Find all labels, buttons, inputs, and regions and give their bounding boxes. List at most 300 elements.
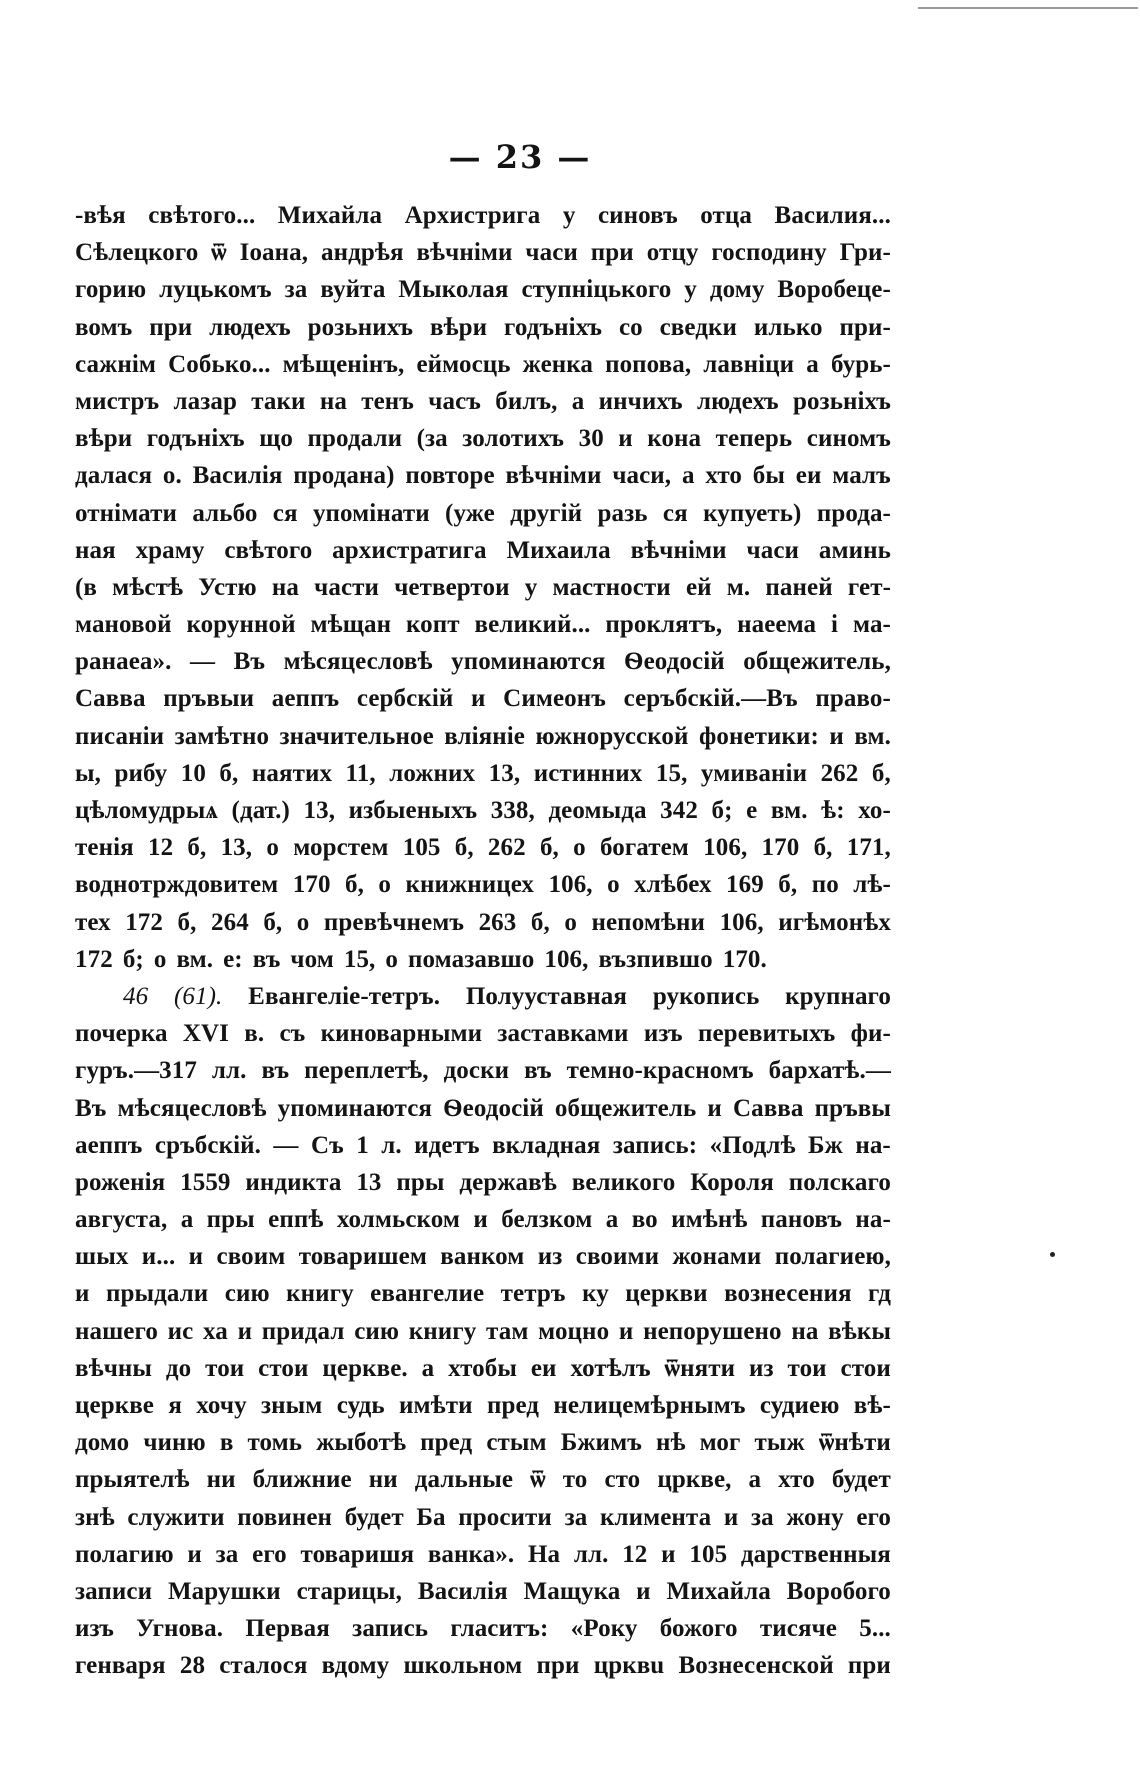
word: серъбскій.—Въ [623, 685, 798, 713]
word: Ба [416, 1503, 446, 1531]
text-line [75, 1015, 891, 1052]
text-line [75, 197, 891, 234]
word: деомыда [548, 797, 647, 824]
word: пры [206, 1206, 255, 1234]
word: а [180, 1206, 194, 1234]
word: стои [258, 1354, 309, 1382]
text-line [75, 1164, 891, 1201]
word: тои [787, 1354, 827, 1382]
word: значительное [279, 722, 434, 750]
word: упоминаются [451, 648, 606, 676]
word: киноварными [320, 1020, 483, 1048]
word: крупнаго [785, 982, 891, 1010]
word: часи, [612, 462, 672, 490]
word: синовъ [597, 202, 678, 229]
word: 171, [846, 834, 891, 862]
word: тетръ [500, 1280, 566, 1308]
word: полагию [75, 1540, 174, 1568]
word: замѣтно [174, 722, 270, 750]
word: при- [839, 313, 891, 341]
word: 105 [689, 1540, 728, 1568]
text-line [75, 829, 891, 866]
word: то [562, 1466, 588, 1494]
word: я [168, 1392, 182, 1419]
word: дому [709, 276, 765, 304]
word: гет- [847, 573, 891, 601]
page-number: — 23 — [448, 138, 592, 176]
word: съ [279, 1020, 306, 1048]
word: лл. [211, 1057, 247, 1085]
word: при [590, 239, 634, 267]
word: теперь [715, 425, 793, 453]
word: и [473, 1206, 488, 1234]
word: о [573, 834, 586, 862]
word: помазавшо [408, 945, 535, 973]
word: 105 [402, 834, 441, 862]
word: своим [216, 1243, 286, 1271]
word: прыятелѣ [75, 1466, 190, 1494]
text-line [75, 569, 891, 606]
word: на [271, 573, 300, 601]
word: 10 [180, 759, 206, 787]
word: превѣчнемъ [323, 908, 465, 936]
word: б, [345, 871, 364, 899]
word: за [751, 1503, 774, 1531]
word: книжницех [405, 871, 535, 899]
word: служити [127, 1503, 225, 1531]
word: рукопись [652, 982, 760, 1010]
word: Въ [233, 648, 266, 676]
word: ис [167, 1317, 194, 1345]
word: -вѣя [75, 202, 126, 229]
text-line [75, 1350, 891, 1387]
word: мѣсяцесловѣ [117, 1094, 267, 1122]
word: и [188, 1243, 204, 1271]
text-line [75, 1275, 891, 1312]
word: церкве [75, 1392, 155, 1419]
scan-speck [1050, 1252, 1055, 1257]
word: людехъ [209, 313, 291, 341]
word: томь [247, 1429, 303, 1457]
word: писаніи [75, 722, 165, 750]
text-line [75, 1424, 891, 1461]
word: 1 [356, 1131, 369, 1159]
word: стои [840, 1354, 891, 1382]
word: продана) [293, 462, 395, 490]
word: Мащука [523, 1577, 621, 1605]
word: Угнова. [136, 1615, 224, 1643]
word: наятих [251, 759, 333, 787]
word: 1559 [180, 1168, 231, 1196]
text-line [75, 457, 891, 494]
word: і [831, 611, 839, 639]
word: нѣ [655, 1429, 686, 1457]
word: 13 [356, 1168, 382, 1196]
word: прыдали [105, 1280, 209, 1308]
text-line [75, 532, 891, 569]
word: сажнім [75, 350, 157, 378]
text-line [75, 495, 891, 532]
word: роженія [75, 1168, 166, 1196]
word: о [607, 871, 620, 899]
word: и [636, 1577, 651, 1605]
word: (дат.) [231, 797, 290, 824]
word: а [748, 1466, 762, 1494]
word: 12 [622, 1540, 648, 1568]
word: вѣ- [853, 1392, 891, 1419]
word: 106, [544, 945, 589, 973]
word: знѣ [75, 1503, 115, 1531]
word: судь [336, 1392, 385, 1419]
word: 28 [179, 1652, 206, 1680]
word: книгу [286, 1280, 354, 1308]
word: при [536, 1652, 580, 1680]
word: б, [871, 759, 891, 787]
word: на [791, 1317, 819, 1345]
word: своими [575, 1243, 660, 1271]
text-line [75, 1573, 891, 1610]
word: при [149, 313, 193, 341]
word: сию [354, 1317, 400, 1345]
word: общежитель, [743, 648, 891, 676]
text-line [75, 1610, 891, 1647]
word: игѣмонѣх [778, 908, 891, 936]
word: 5... [859, 1615, 891, 1643]
word: Евангеліе-тетръ. [248, 982, 441, 1010]
word: вѣкы [828, 1317, 891, 1345]
word: ха [203, 1317, 228, 1345]
word: архистратига [332, 536, 487, 564]
word: о [378, 871, 392, 899]
word: годъніхъ [504, 313, 603, 341]
word: господину [711, 239, 827, 267]
word: разь [597, 499, 648, 527]
word: ни [368, 1466, 398, 1494]
word: б, [187, 834, 207, 862]
word: цѣломудрыѧ [75, 797, 218, 824]
word: тенія [75, 834, 134, 862]
word: 172 [125, 908, 164, 936]
word: е [746, 797, 758, 824]
text-line [75, 643, 891, 680]
scan-edge-rule [918, 7, 1138, 9]
word: Архистрига [404, 202, 541, 229]
word: тисяче [759, 1615, 837, 1643]
word: въ [524, 1057, 552, 1085]
word: хтобы [448, 1354, 517, 1382]
word: тех [75, 908, 111, 936]
word: зным [261, 1392, 323, 1419]
word: рибу [114, 759, 168, 787]
word: а [421, 1354, 435, 1382]
word: (61). [173, 982, 223, 1010]
word: и [707, 1094, 722, 1122]
text-line [75, 271, 891, 308]
word: мѣщенінъ, [282, 350, 405, 378]
text-line [75, 1238, 891, 1275]
word: гд [868, 1280, 891, 1308]
word: пред [420, 1429, 473, 1457]
word: воднотрждовитем [75, 871, 279, 899]
word: 342 [660, 797, 698, 824]
word: а [806, 350, 819, 378]
word: ся [272, 499, 298, 527]
word: 264 [211, 908, 249, 936]
word: упомінати [312, 499, 430, 527]
word: пановъ [760, 1206, 843, 1234]
word: придал [261, 1317, 345, 1345]
word: часи [746, 536, 800, 564]
word: Мыколая [398, 276, 509, 304]
word: вкладная [492, 1131, 601, 1159]
word: Короля [690, 1168, 774, 1196]
word: сербскій [356, 685, 454, 713]
word: м. [726, 573, 751, 601]
word: корунной [186, 611, 296, 639]
word: Михайла [277, 202, 383, 229]
word: мѣсяцесловѣ [283, 648, 433, 676]
word: а [605, 1206, 619, 1234]
word: великого [571, 1168, 676, 1196]
word: 13, [488, 759, 521, 787]
word: продали [307, 425, 403, 453]
word: истинних [533, 759, 643, 787]
word: вѣчніми [630, 536, 727, 564]
word: е: [223, 945, 243, 973]
word: храму [135, 536, 205, 564]
word: и [618, 425, 633, 453]
word: просити [458, 1503, 552, 1531]
word: ѿ [211, 239, 227, 267]
word: билъ, [495, 387, 558, 415]
word: пръвыи [163, 685, 255, 713]
word: из [748, 1354, 774, 1382]
word: полагиею, [774, 1243, 891, 1271]
word: нелицемѣрнымъ [553, 1392, 746, 1419]
word: 262 [487, 834, 526, 862]
word: 106, [703, 834, 748, 862]
word: б, [177, 908, 197, 936]
text-line [75, 606, 891, 643]
word: ѿ [530, 1466, 546, 1494]
word: мановой [75, 611, 172, 639]
word: црквe, [657, 1466, 732, 1494]
word: въ [261, 1057, 290, 1085]
text-line [75, 1499, 891, 1536]
text-line [75, 941, 891, 978]
word: Симеонъ [503, 685, 606, 713]
word: евангелие [370, 1280, 485, 1308]
word: сръбскій. [154, 1131, 261, 1159]
text-line [75, 383, 891, 420]
text-line [75, 1387, 891, 1424]
word: Воробеце- [777, 276, 891, 304]
word: и [471, 685, 486, 713]
word: непорушено [643, 1317, 782, 1345]
word: ѿняти [664, 1354, 736, 1382]
text-line [75, 1052, 891, 1089]
word: вознесения [724, 1280, 852, 1308]
word: Вознесенской [678, 1652, 834, 1680]
word: тенъ [361, 387, 414, 415]
word: «Подлѣ [709, 1131, 796, 1159]
word: лазар [173, 387, 237, 415]
word: за [284, 276, 308, 304]
word: ванком [440, 1243, 525, 1271]
text-line [75, 420, 891, 457]
word: судиею [759, 1392, 840, 1419]
word: со [618, 313, 643, 341]
word: записи [75, 1577, 153, 1605]
word: вуйта [320, 276, 386, 304]
text-line [75, 309, 891, 346]
word: ѣ: [821, 797, 845, 824]
text-line [75, 346, 891, 383]
word: пръвы [814, 1094, 891, 1122]
word: 13, [220, 834, 253, 862]
word: полскаго [788, 1168, 891, 1196]
word: белзком [501, 1206, 593, 1234]
word: б, [454, 834, 474, 862]
word: во [631, 1206, 658, 1234]
text-line [75, 978, 891, 1015]
word: августа, [75, 1206, 168, 1234]
word: 15, [655, 759, 688, 787]
word: ы, [75, 759, 101, 787]
word: Гри- [839, 239, 891, 267]
word: Полууставная [465, 982, 628, 1010]
word: ся [662, 499, 688, 527]
word: имѣти [399, 1392, 473, 1419]
word: шых [75, 1243, 129, 1271]
word: там [486, 1317, 529, 1345]
word: горию [75, 276, 147, 304]
word: непомѣни [591, 908, 706, 936]
word: л. [381, 1131, 402, 1159]
word: изъ [643, 1020, 683, 1048]
word: почерка [75, 1020, 168, 1048]
word: синомъ [806, 425, 891, 453]
word: «Року [570, 1615, 638, 1643]
word: из [537, 1243, 563, 1271]
word: 262 [820, 759, 859, 787]
word: жону [786, 1503, 844, 1531]
word: Бжимъ [560, 1429, 642, 1457]
word: б; [711, 797, 733, 824]
word: моцно [538, 1317, 610, 1345]
word: въ [252, 945, 281, 973]
text-line [75, 755, 891, 792]
word: годъніхъ [146, 425, 245, 453]
word: по [811, 871, 839, 899]
word: кона [647, 425, 702, 453]
word: Василия... [774, 202, 891, 229]
word: свѣтого... [148, 202, 256, 229]
word: его [856, 1503, 891, 1531]
word: Савва [75, 685, 146, 713]
word: тои [205, 1354, 245, 1382]
word: ная [75, 536, 116, 564]
word: части [314, 573, 380, 601]
word: 30 [578, 425, 604, 453]
word: прода- [816, 499, 891, 527]
word: хотѣлъ [570, 1354, 651, 1382]
word: людехъ [696, 387, 779, 415]
word: дарственныя [740, 1540, 891, 1568]
word: Воробого [786, 1577, 891, 1605]
word: божого [659, 1615, 738, 1643]
word: сталося [219, 1652, 308, 1680]
word: свѣтого [224, 536, 313, 564]
word: бы [752, 462, 785, 490]
word: б, [778, 871, 798, 899]
word: умиваніи [700, 759, 808, 787]
word: бурь- [830, 350, 891, 378]
word: отнімати [75, 499, 177, 527]
word: 15, [343, 945, 376, 973]
word: дальные [414, 1466, 514, 1494]
word: книгу [408, 1317, 477, 1345]
word: еппѣ [268, 1206, 324, 1234]
word: и [187, 1540, 202, 1568]
word: за [564, 1503, 588, 1531]
word: гласитъ: [450, 1615, 549, 1643]
word: 11, [345, 759, 376, 787]
word: 338, [490, 797, 535, 824]
word: запись: [612, 1131, 698, 1159]
word: повинен [237, 1503, 333, 1531]
word: ранаеа». [75, 648, 172, 676]
word: 46 [123, 982, 149, 1010]
word: Ѳеодосій [443, 1094, 544, 1122]
word: ванка». [427, 1540, 515, 1568]
word: — [273, 1131, 299, 1159]
word: повторе [405, 462, 495, 490]
word: и [723, 1503, 739, 1531]
word: отцу [646, 239, 699, 267]
word: державѣ [459, 1168, 557, 1196]
word: жонами [672, 1243, 762, 1271]
word: наеема [737, 611, 817, 639]
word: 106, [719, 908, 764, 936]
word: богатем [599, 834, 689, 862]
word: у [562, 202, 576, 229]
word: и [237, 1317, 253, 1345]
word: гуръ.—317 [75, 1057, 197, 1085]
word: при [847, 1652, 891, 1680]
word: Устю [198, 573, 257, 601]
word: сию [224, 1280, 270, 1308]
word: тыж [754, 1429, 805, 1457]
word: запись [352, 1615, 429, 1643]
word: далася [75, 462, 153, 490]
word: церкви [625, 1280, 708, 1308]
word: морстем [293, 834, 389, 862]
word: Собько... [168, 350, 271, 378]
word: аеппъ [271, 685, 340, 713]
word: Сѣлецкого [75, 239, 199, 267]
word: о. [162, 462, 182, 490]
word: нашего [75, 1317, 158, 1345]
word: вм. [854, 722, 891, 750]
text-line [75, 680, 891, 717]
word: церкве. [322, 1354, 408, 1382]
word: пред [486, 1392, 540, 1419]
word: б; [122, 945, 144, 973]
text-line [75, 792, 891, 829]
word: на- [855, 1131, 891, 1159]
word: малъ [832, 462, 891, 490]
